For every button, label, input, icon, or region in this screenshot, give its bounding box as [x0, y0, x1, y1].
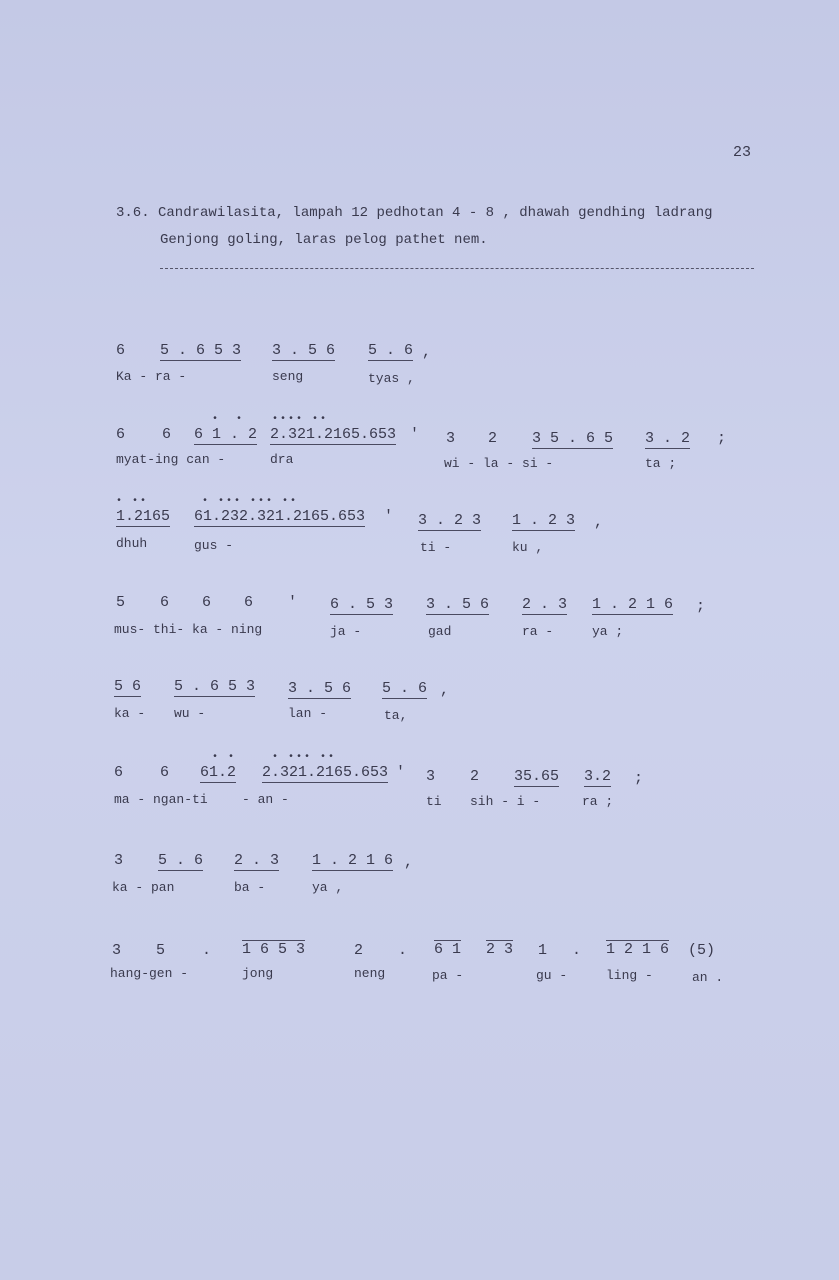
lyric: lan - [288, 706, 328, 721]
note-group: 3 5 . 6 5 [532, 430, 614, 447]
lyric: ya , [312, 880, 344, 895]
punctuation: , [594, 514, 604, 531]
lyric: pa - [432, 968, 464, 983]
lyric: hang-gen - [110, 966, 189, 981]
octave-dots: •••• •• [272, 414, 329, 425]
lyric: ja - [330, 624, 362, 639]
lyric: seng [272, 369, 304, 384]
note-group: 2 . 3 [234, 852, 280, 869]
note: 2 [470, 768, 480, 785]
lyric: ra ; [582, 794, 614, 809]
punctuation: ' [410, 426, 420, 443]
lyric: ba - [234, 880, 266, 895]
octave-dots: • • [212, 414, 245, 425]
note: 2 [354, 942, 364, 959]
lyric: ta, [384, 708, 408, 723]
note-group: 2.321.2165.653 [270, 426, 397, 443]
heading-divider [160, 268, 754, 269]
note: . [202, 942, 212, 959]
note: . [398, 942, 408, 959]
octave-dots: • • [212, 752, 237, 763]
note-group: 5 . 6 [158, 852, 204, 869]
note-group: 61.2 [200, 764, 237, 781]
punctuation: ' [384, 508, 394, 525]
note-group: 35.65 [514, 768, 560, 785]
lyric: ling - [606, 968, 653, 983]
note-group: 1 . 2 1 6 [592, 596, 674, 613]
lyric: ra - [522, 624, 554, 639]
note-group: 6 1 . 2 [194, 426, 258, 443]
punctuation: ' [288, 594, 298, 611]
punctuation: , [422, 344, 432, 361]
note: 6 [160, 594, 170, 611]
note: 6 [202, 594, 212, 611]
note-group: 3 . 5 6 [272, 342, 336, 359]
punctuation: ' [396, 764, 406, 781]
lyric: ya ; [592, 624, 624, 639]
note-group: 61.232.321.2165.653 [194, 508, 366, 525]
lyric: gad [428, 624, 452, 639]
lyric: ku , [512, 540, 544, 555]
lyric: dra [270, 452, 294, 467]
note: 5 [116, 594, 126, 611]
lyric: an . [692, 970, 724, 985]
note: 3 [114, 852, 124, 869]
punctuation: , [404, 854, 414, 871]
note: 2 [488, 430, 498, 447]
heading-line-2: Genjong goling, laras pelog pathet nem. [160, 232, 488, 248]
note-group: 3 . 2 [645, 430, 691, 447]
lyric: ka - [114, 706, 146, 721]
lyric: ti - [420, 540, 452, 555]
lyric: mus- thi- ka - ning [114, 622, 263, 637]
note-group: 1 6 5 3 [242, 941, 306, 958]
lyric: Ka - ra - [116, 369, 187, 384]
note-group: 5 . 6 [382, 680, 428, 697]
lyric: tyas , [368, 371, 415, 386]
section-heading [116, 200, 713, 254]
note: 6 [160, 764, 170, 781]
note-group: 2 3 [486, 941, 514, 958]
note: 3 [446, 430, 456, 447]
lyric: ti [426, 794, 442, 809]
lyric: ka - pan [112, 880, 175, 895]
note-group: 3 . 5 6 [426, 596, 490, 613]
lyric: jong [242, 966, 274, 981]
note-group: 5 6 [114, 678, 142, 695]
punctuation: ; [717, 430, 727, 447]
lyric: sih - i - [470, 794, 541, 809]
note-group: 3.2 [584, 768, 612, 785]
note: 5 [156, 942, 166, 959]
note: 1 [538, 942, 548, 959]
lyric: dhuh [116, 536, 148, 551]
note-group: 2 . 3 [522, 596, 568, 613]
lyric: myat-ing can - [116, 452, 226, 467]
punctuation: ; [696, 598, 706, 615]
note-group: 2.321.2165.653 [262, 764, 389, 781]
note: (5) [688, 942, 716, 959]
note-group: 5 . 6 [368, 342, 414, 359]
lyric: gu - [536, 968, 568, 983]
page-number: 23 [733, 144, 752, 161]
octave-dots: • •• [116, 496, 149, 507]
note: 3 [426, 768, 436, 785]
note-group: 6 . 5 3 [330, 596, 394, 613]
note: . [572, 942, 582, 959]
punctuation: ; [634, 770, 644, 787]
note: 6 [116, 342, 126, 359]
note-group: 1.2165 [116, 508, 171, 525]
note: 3 [112, 942, 122, 959]
punctuation: , [440, 682, 450, 699]
octave-dots: • ••• •• [272, 752, 337, 763]
lyric: wi - la - si - [444, 456, 554, 471]
note-group: 3 . 2 3 [418, 512, 482, 529]
lyric: - an - [242, 792, 289, 807]
note-group: 5 . 6 5 3 [160, 342, 242, 359]
note-group: 1 . 2 3 [512, 512, 576, 529]
lyric: ta ; [645, 456, 677, 471]
octave-dots: • ••• ••• •• [202, 496, 299, 507]
note: 6 [114, 764, 124, 781]
lyric: wu - [174, 706, 206, 721]
note-group: 3 . 5 6 [288, 680, 352, 697]
note: 6 [162, 426, 172, 443]
lyric: gus - [194, 538, 234, 553]
note-group: 1 . 2 1 6 [312, 852, 394, 869]
note-group: 6 1 [434, 941, 462, 958]
lyric: ma - ngan-ti [114, 792, 208, 807]
note-group: 1 2 1 6 [606, 941, 670, 958]
note-group: 5 . 6 5 3 [174, 678, 256, 695]
heading-line-1: 3.6. Candrawilasita, lampah 12 pedhotan 4 - 8 , dhawah gendhing ladrang [116, 205, 713, 221]
lyric: neng [354, 966, 386, 981]
note: 6 [116, 426, 126, 443]
note: 6 [244, 594, 254, 611]
